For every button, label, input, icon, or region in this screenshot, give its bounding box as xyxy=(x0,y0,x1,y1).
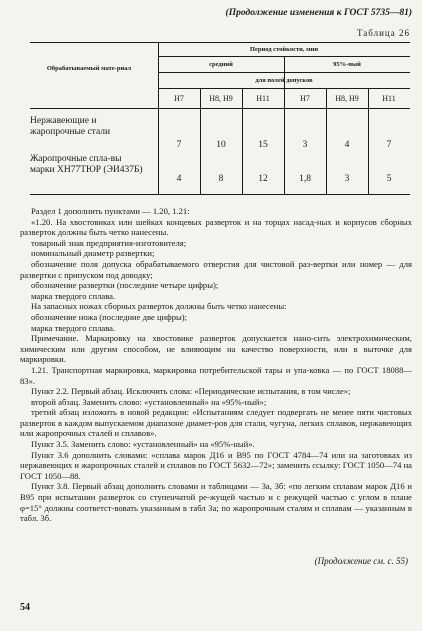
paragraph: Пункт 3.6 дополнить словами: «сплава марок Д16 и В95 по ГОСТ 4784—74 или на заготовках из нержавеющих и жаропрочных сталей и сплавов по ГОСТ 5632—72»; заменить ссылку: ГОСТ 1050—74 на ГОСТ 1050—88. xyxy=(20,449,412,481)
table-rule xyxy=(30,42,410,43)
column-header: H7 xyxy=(174,94,184,103)
table-cell: 7 xyxy=(386,140,392,150)
column-header: H8, H9 xyxy=(209,94,233,103)
note-paragraph: Примечание. Маркировку на хвостовике разверток допускается нано-сить электрохимическим, химическим или другим способом, не влияющим на качество поверхности, или в выточке для маркировки. xyxy=(20,333,412,365)
group-header-mean: средний xyxy=(209,61,233,68)
row-material: Нержавеющие и жаропрочные стали xyxy=(30,116,111,137)
table-cell: 4 xyxy=(344,140,350,150)
table-label: Таблица 26 xyxy=(357,28,410,38)
column-header: H11 xyxy=(256,94,270,103)
row-material: Жаропрочные спла-вы марки ХН77ТЮР (ЭИ437Б) xyxy=(30,154,143,175)
table-cell: 15 xyxy=(258,140,268,150)
paragraph: марка твердого сплава. xyxy=(31,322,116,333)
paragraph: номинальный диаметр развертки; xyxy=(31,248,155,259)
paragraph: третий абзац изложить в новой редакции: «Испытаниям следует подвергать не менее пяти чистовых разверток в каждом выпускаемом диапазоне диамет-ров для стали, чугуна, легких сплавов, нержавеющих или жаропрочных сталей и сплавов». xyxy=(20,407,412,439)
continuation-header: (Продолжение изменения к ГОСТ 5735—81) xyxy=(225,8,412,18)
body-text xyxy=(20,206,412,524)
table-cell: 1,8 xyxy=(299,174,311,184)
page-number: 54 xyxy=(20,602,30,613)
table-rule xyxy=(158,88,410,89)
paragraph: Пункт 2.2. Первый абзац. Исключить слова: «Периодические испытания, в том числе»; xyxy=(31,386,351,397)
table-cell: 3 xyxy=(302,140,308,150)
paragraph: обозначение поля допуска обрабатываемого отверстия для чистовой раз-вертки или номер — для развертки с припуском под доводку; xyxy=(20,258,412,280)
table-cell: 12 xyxy=(258,174,268,184)
table-cell: 10 xyxy=(216,140,226,150)
paragraph: 1.21. Транспортная маркировка, маркировка потребительской тары и упа-ковка — по ГОСТ 18088—83». xyxy=(20,364,412,386)
table-cell: 4 xyxy=(176,174,182,184)
paragraph: Пункт 3.8. Первый абзац дополнить словами и таблицами — 3а, 3б: «по легким сплавам марок Д16 и В95 при испытании разверток со ступенчатой ре-жущей частью и с режущей частью с углом в плане φ=15° должны соответст-вовать указанным в табл 3а; по жаропрочным сталям и сплавам — указанным в табл. 3б. xyxy=(20,481,412,524)
data-table xyxy=(30,42,410,197)
column-header: H7 xyxy=(300,94,310,103)
paragraph: На запасных ножах сборных разверток должны быть четко нанесены: xyxy=(31,301,287,312)
paragraph: обозначение ножа (последние две цифры); xyxy=(31,311,188,322)
paragraph: товарный знак предприятия-изготовителя; xyxy=(31,237,187,248)
table-cell: 8 xyxy=(218,174,224,184)
table-corner-header: Обрабатываемый мате-риал xyxy=(46,65,132,72)
continuation-footer: (Продолжение см. с. 55) xyxy=(314,556,408,566)
paragraph: второй абзац. Заменить слово: «установленный» на «95%-ный»; xyxy=(31,396,267,407)
table-cell: 5 xyxy=(386,174,392,184)
tolerance-header: для полей допусков xyxy=(255,77,313,84)
table-rule xyxy=(30,108,410,109)
column-header: H11 xyxy=(382,94,396,103)
group-header-95: 95%-ный xyxy=(333,61,361,68)
paragraph: марка твердого сплава. xyxy=(31,290,116,301)
paragraph: обозначение развертки (последние четыре цифры); xyxy=(31,280,219,291)
column-header: H8, H9 xyxy=(335,94,359,103)
table-cell: 7 xyxy=(176,140,182,150)
paragraph: «1.20. На хвостовиках или шейках концевых разверток и на торцах насад-ных и корпусов сборных разверток должны быть четко нанесены. xyxy=(20,216,412,238)
table-rule xyxy=(30,194,410,195)
paragraph: Раздел 1 дополнить пунктами — 1.20, 1.21: xyxy=(31,206,190,216)
period-header: Период стойкости, мин xyxy=(249,46,319,53)
table-cell: 3 xyxy=(344,174,350,184)
paragraph: Пункт 3.5. Заменить слово: «установленный» на «95%-ный». xyxy=(31,439,255,450)
